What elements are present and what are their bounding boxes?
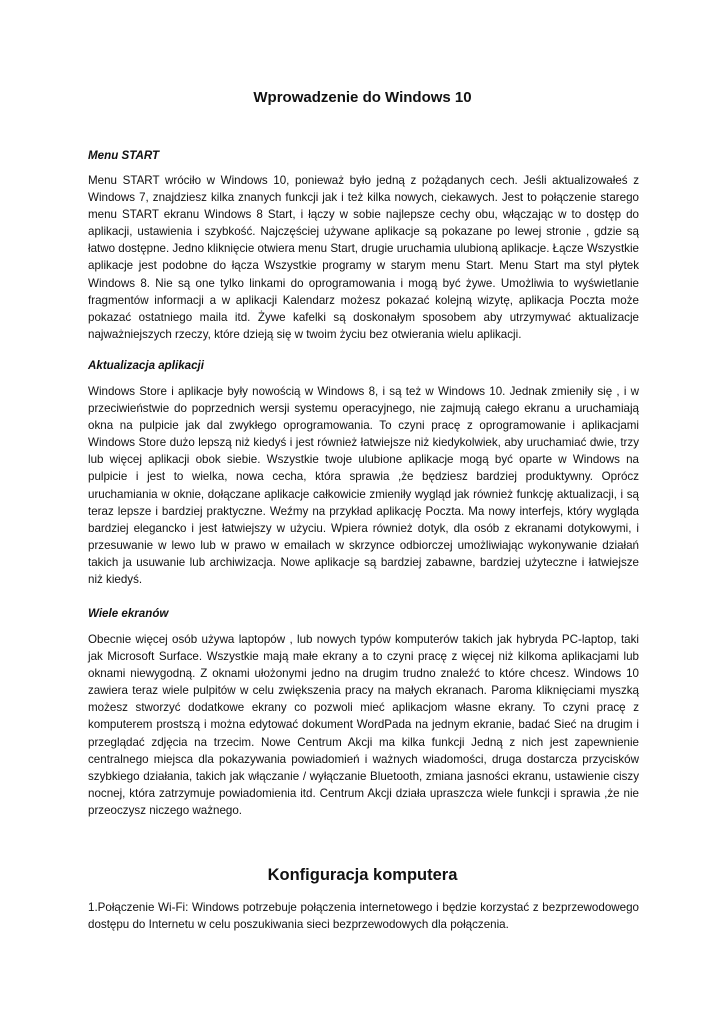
- section2-title: Konfiguracja komputera: [267, 866, 458, 884]
- section-heading-menu-start: Menu START: [88, 149, 160, 162]
- section2-text: 1.Połączenie Wi-Fi: Windows potrzebuje połączenia internetowego i będzie korzystać z bezprzewodowego dostępu do Internetu w celu poszukiwania sieci bezprzewodowych dla połączenia.: [88, 901, 639, 932]
- section-heading-wiele-ekranow: Wiele ekranów: [88, 607, 169, 620]
- section-text-aktualizacja: Windows Store i aplikacje były nowością w Windows 8, i są też w Windows 10. Jednak zmieniły się , i w przeciwieństwie do poprzednich wersji systemu operacyjnego, nie zajmują całego ekranu a uruchamiają okna na pulpicie jak dal zwykłego oprogramowania. To czyni pracę z oprogramowanie i aplikacjami Windows Store dużo lepszą niż kiedyś i jest również łatwiejsze niż kiedykolwiek, aby uruchamiać dwie, trzy lub więcej aplikacji obok siebie. Wszystkie twoje ulubione aplikacje mogą być oparte w Windows na pulpicie i jest to wielka, nowa cecha, która sprawia ,że będziesz bardziej produktywny. Oprócz uruchamiania w oknie, dołączane aplikacje całkowicie zmieniły wygląd jak również funkcję aktualizacji, i są teraz lepsze i bardziej praktyczne. Weźmy na przykład aplikację Poczta. Ma nowy interfejs, który wygląda bardziej elegancko i jest łatwiejszy w użyciu. Wpiera również dotyk, dla osób z ekranami dotykowymi, i przesuwanie w lewo lub w prawo w emailach w skrzynce odbiorczej umożliwiając wykonywanie działań takich ja usuwanie lub archiwizacja. Nowe aplikacje są bardziej zabawne, bardziej użyteczne i łatwiejsze niż kiedyś.: [88, 385, 639, 587]
- page-title: Wprowadzenie do Windows 10: [253, 89, 472, 106]
- section-heading-aktualizacja: Aktualizacja aplikacji: [88, 359, 204, 372]
- section-text-wiele-ekranow: Obecnie więcej osób używa laptopów , lub nowych typów komputerów takich jak hybryda PC-laptop, taki jak Microsoft Surface. Wszystkie mają małe ekrany a to czyni pracę z więcej niż kilkoma aplikacjami lub oknami niewygodną. Z oknami ułożonymi jedno na drugim trudno znaleźć to które chcesz. Windows 10 zawiera teraz wiele pulpitów w celu zwiększenia pracy na małych ekranach. Paroma kliknięciami myszką możesz stworzyć dodatkowe ekrany co pozwoli mieć aplikacjom własne ekrany. To czyni pracę z komputerem prostszą i można edytować dokument WordPada na jednym ekranie, badać Sieć na drugim i przeglądać zdjęcia na trzecim. Nowe Centrum Akcji ma kilka funkcji Jedną z nich jest zapewnienie centralnego miejsca dla pokazywania powiadomień i ważnych wiadomości, druga dostarcza przycisków szybkiego działania, takich jak włączanie / wyłączanie Bluetooth, zmiana jasności ekranu, ustawienie ciszy nocnej, która zatrzymuje powiadomienia itd. Centrum Akcji działa upraszcza wiele funkcji i sprawia ,że nie przeoczysz niczego ważnego.: [88, 633, 639, 817]
- section-text-menu-start: Menu START wróciło w Windows 10, ponieważ było jedną z pożądanych cech. Jeśli aktualizowałeś z Windows 7, znajdziesz kilka znanych funkcji jak i też kilka nowych, ciekawych. Jest to połączenie starego menu START ekranu Windows 8 Start, i łączy w sobie najlepsze cechy obu, włączając w to dostęp do aplikacji, ustawienia i szybkość. Najczęściej używane aplikacje są pokazane po lewej stronie , gdzie są łatwo dostępne. Jedno kliknięcie otwiera menu Start, drugie uruchamia ulubioną aplikacje. Łącze Wszystkie aplikacje jest podobne do łącza Wszystkie programy w starym menu Start. Menu Start ma styl płytek Windows 8. Nie są one tylko linkami do oprogramowania i mogą być żywe. Umożliwia to wyświetlanie fragmentów informacji a w aplikacji Kalendarz możesz pokazać kolejną wizytę, aplikacja Poczta może pokazać ostatniego maila itd. Żywe kafelki są doskonałym sposobem aby utrzymywać aktualizacje najważniejszych rzeczy, które dzieją się w twoim życiu bez otwierania wielu aplikacji.: [88, 174, 639, 341]
